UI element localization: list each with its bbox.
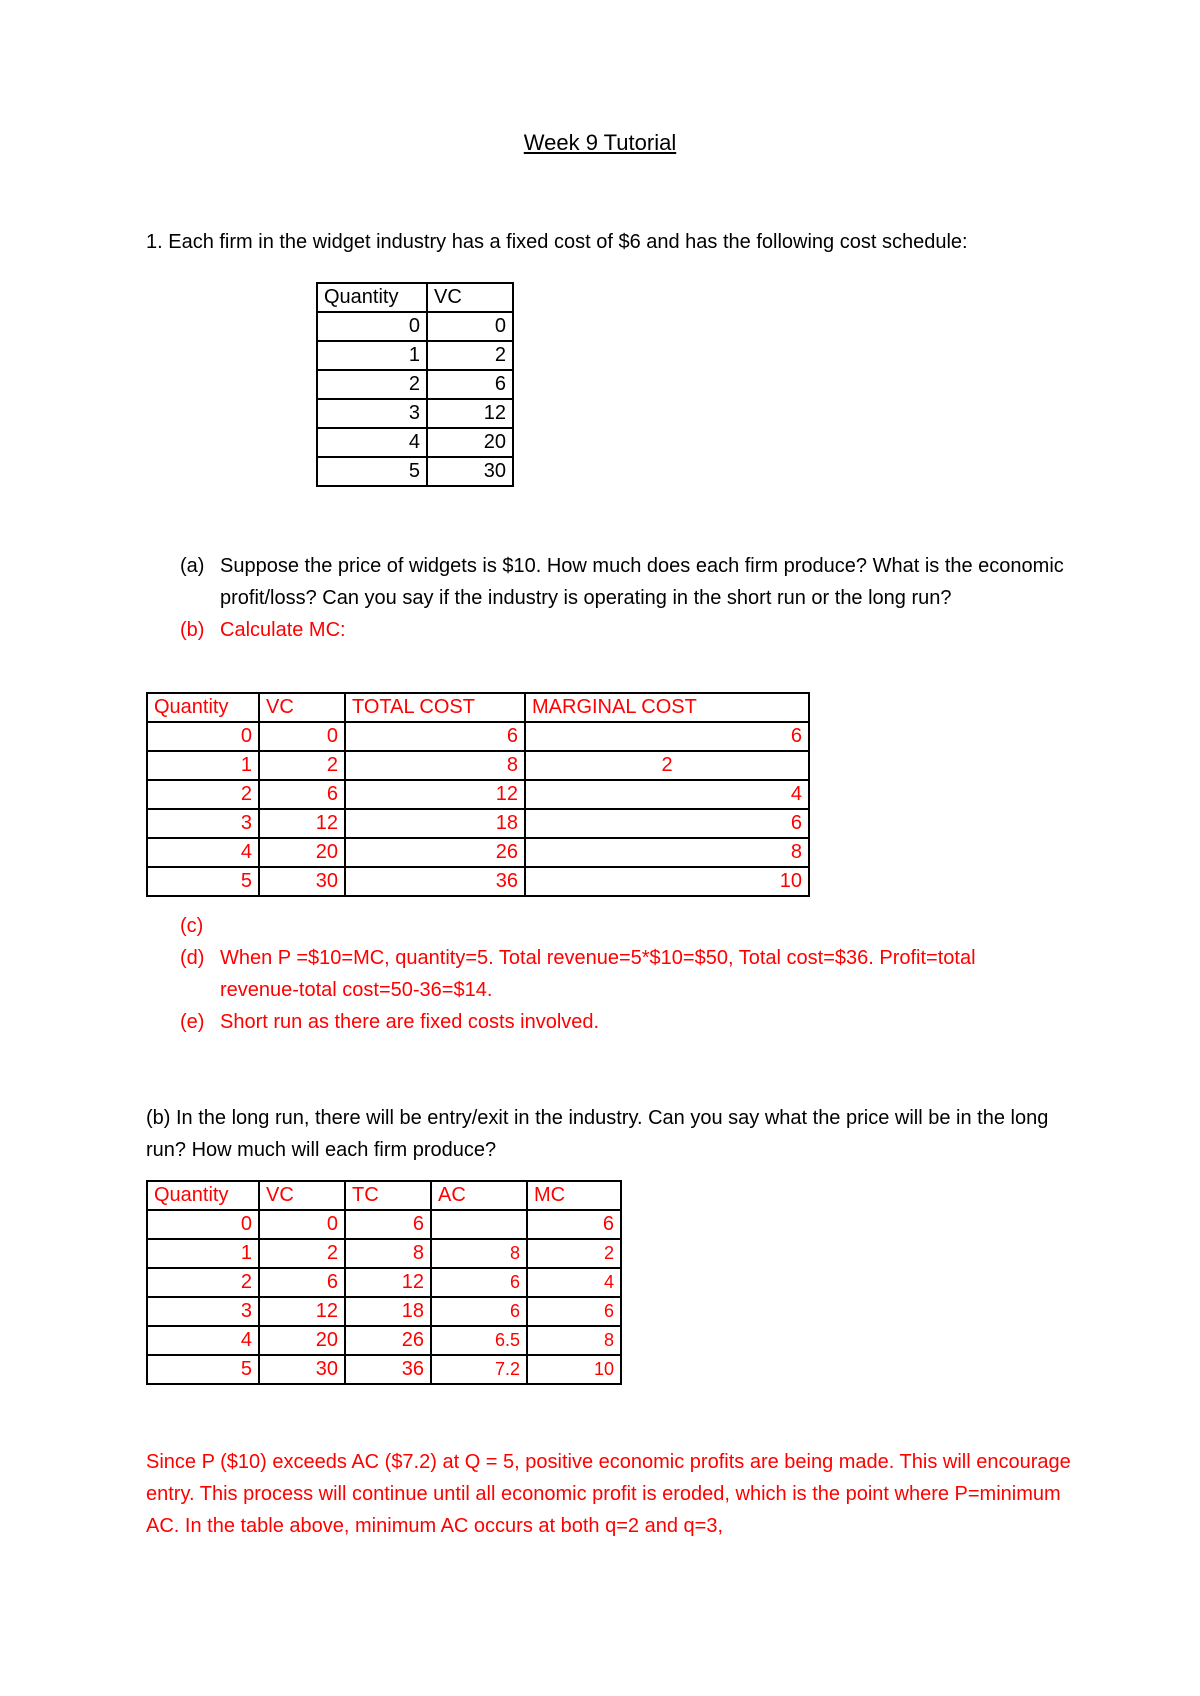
cell: 1 (317, 341, 427, 370)
table-row (147, 867, 809, 896)
table-row (147, 722, 809, 751)
item-marker: (a) (180, 555, 205, 577)
cell: 0 (147, 722, 259, 751)
table-row (147, 751, 809, 780)
table-header-row (147, 1181, 621, 1210)
cell: 8 (527, 1326, 621, 1355)
item-marker: (c) (180, 915, 204, 937)
answer-d-text: When P =$10=MC, quantity=5. Total revenue=5*$10=$50, Total cost=$36. Profit=total revenue-total cost=50-36=$14. (220, 947, 976, 1001)
cell: 6 (427, 370, 513, 399)
table-header-row (317, 283, 513, 312)
cell: 6 (259, 780, 345, 809)
cell: 2 (525, 751, 809, 780)
cell: 6 (527, 1210, 621, 1239)
cell: 0 (317, 312, 427, 341)
cost-schedule-table (316, 282, 514, 487)
cell: 5 (147, 867, 259, 896)
cell: 2 (259, 1239, 345, 1268)
cell: 8 (525, 838, 809, 867)
cell: 2 (317, 370, 427, 399)
cell: 7.2 (431, 1355, 527, 1384)
header-quantity: Quantity (147, 693, 259, 722)
cell: 4 (147, 1326, 259, 1355)
cell: 10 (525, 867, 809, 896)
cell: 0 (147, 1210, 259, 1239)
cell: 6 (525, 722, 809, 751)
item-marker: (d) (180, 947, 205, 969)
cell: 2 (527, 1239, 621, 1268)
cell: 6 (525, 809, 809, 838)
cell: 8 (431, 1239, 527, 1268)
cell: 5 (317, 457, 427, 486)
marginal-cost-table (146, 692, 810, 897)
cell: 6 (431, 1297, 527, 1326)
table-row (317, 428, 513, 457)
cell: 12 (345, 780, 525, 809)
cell: 5 (147, 1355, 259, 1384)
cell: 3 (147, 1297, 259, 1326)
question-b (180, 614, 1080, 646)
cell: 20 (427, 428, 513, 457)
header-vc: VC (427, 283, 513, 312)
cell: 30 (427, 457, 513, 486)
question-long-run: (b) In the long run, there will be entry/exit in the industry. Can you say what the price will be in the long run? How much will each firm produce? (146, 1107, 1049, 1161)
cell: 36 (345, 1355, 431, 1384)
cell: 12 (345, 1268, 431, 1297)
cell: 3 (147, 809, 259, 838)
average-cost-table (146, 1180, 622, 1385)
cell: 8 (345, 1239, 431, 1268)
answer-d (180, 942, 1020, 1006)
table-header-row (147, 693, 809, 722)
table-row (317, 312, 513, 341)
cell: 12 (259, 809, 345, 838)
cell: 20 (259, 838, 345, 867)
table-row (147, 1326, 621, 1355)
header-ac: AC (431, 1181, 527, 1210)
cell: 2 (259, 751, 345, 780)
table-row (317, 399, 513, 428)
cell: 18 (345, 809, 525, 838)
table-row (317, 457, 513, 486)
cell: 6.5 (431, 1326, 527, 1355)
cell: 12 (259, 1297, 345, 1326)
item-marker: (e) (180, 1011, 205, 1033)
cell: 10 (527, 1355, 621, 1384)
cell (431, 1210, 527, 1239)
answer-c (180, 910, 1020, 942)
header-vc: VC (259, 1181, 345, 1210)
header-tc: TC (345, 1181, 431, 1210)
cell: 4 (317, 428, 427, 457)
cell: 2 (427, 341, 513, 370)
cell: 6 (259, 1268, 345, 1297)
table-row (147, 780, 809, 809)
answers-cde (180, 910, 1020, 1038)
cell: 0 (427, 312, 513, 341)
table-row (147, 809, 809, 838)
table-row (147, 1268, 621, 1297)
cell: 1 (147, 751, 259, 780)
header-total-cost: TOTAL COST (345, 693, 525, 722)
cell: 4 (527, 1268, 621, 1297)
cell: 30 (259, 867, 345, 896)
question-a (180, 550, 1080, 646)
header-mc: MC (527, 1181, 621, 1210)
cell: 4 (525, 780, 809, 809)
page-title: Week 9 Tutorial (523, 130, 677, 155)
cell: 26 (345, 838, 525, 867)
header-marginal-cost: MARGINAL COST (525, 693, 809, 722)
answer-e (180, 1006, 1020, 1038)
answer-e-text: Short run as there are fixed costs involved. (220, 1011, 600, 1033)
cell: 6 (431, 1268, 527, 1297)
table-row (147, 1210, 621, 1239)
header-quantity: Quantity (147, 1181, 259, 1210)
cell: 0 (259, 1210, 345, 1239)
cell: 3 (317, 399, 427, 428)
table-row (147, 1239, 621, 1268)
cell: 30 (259, 1355, 345, 1384)
cell: 36 (345, 867, 525, 896)
cell: 20 (259, 1326, 345, 1355)
cell: 8 (345, 751, 525, 780)
long-run-answer: Since P ($10) exceeds AC ($7.2) at Q = 5, positive economic profits are being made. This will encourage entry. This process will continue until all economic profit is eroded, which is the point where P=minimum AC. In the table above, minimum AC occurs at both q=2 and q=3, (146, 1451, 1071, 1537)
cell: 1 (147, 1239, 259, 1268)
answer-c-text (220, 910, 1020, 942)
cell: 2 (147, 780, 259, 809)
cell: 6 (345, 722, 525, 751)
cell: 26 (345, 1326, 431, 1355)
question-b-text: Calculate MC: (220, 619, 346, 641)
table-row (147, 1355, 621, 1384)
cell: 12 (427, 399, 513, 428)
header-vc: VC (259, 693, 345, 722)
table-row (317, 370, 513, 399)
question-1-intro: 1. Each firm in the widget industry has a fixed cost of $6 and has the following cost schedule: (146, 231, 968, 253)
table-row (147, 838, 809, 867)
cell: 0 (259, 722, 345, 751)
cell: 2 (147, 1268, 259, 1297)
cell: 6 (345, 1210, 431, 1239)
header-quantity: Quantity (317, 283, 427, 312)
table-row (317, 341, 513, 370)
question-a-text: Suppose the price of widgets is $10. How much does each firm produce? What is the economic profit/loss? Can you say if the industry is operating in the short run or the long run? (220, 555, 1064, 609)
item-marker: (b) (180, 619, 205, 641)
cell: 18 (345, 1297, 431, 1326)
table-row (147, 1297, 621, 1326)
cell: 6 (527, 1297, 621, 1326)
cell: 4 (147, 838, 259, 867)
